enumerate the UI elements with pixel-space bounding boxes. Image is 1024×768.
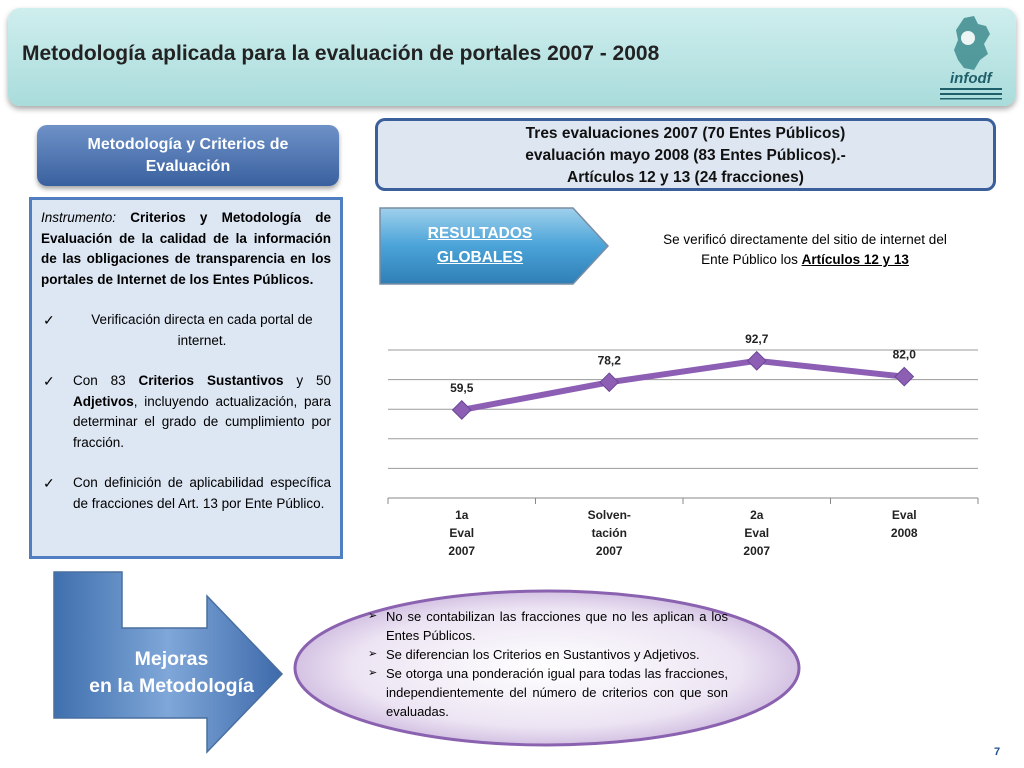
note-line1: Se verificó directamente del sitio de internet del <box>663 232 947 247</box>
list-item <box>41 310 331 351</box>
x-tick-label: 2007 <box>448 544 476 558</box>
checkmark-icon: ✓ <box>43 373 55 389</box>
x-tick-label: 1a <box>455 508 469 522</box>
list-item-text: Con definición de aplicabilidad específica de fracciones del Art. 13 por Ente Público. <box>73 475 331 511</box>
resultados-line1: RESULTADOS <box>427 225 533 242</box>
infodf-logo <box>934 14 1008 102</box>
instrument-paragraph <box>41 208 331 290</box>
list-item-text-pre: Con 83 <box>73 373 139 388</box>
data-point <box>600 373 618 391</box>
x-tick-label: Eval <box>891 508 917 522</box>
list-item <box>368 645 728 664</box>
arrow-bullet-icon: ➢ <box>368 648 378 660</box>
bullet-text: Se diferencian los Criterios en Sustantivos y Adjetivos. <box>386 647 700 662</box>
list-item <box>368 607 728 645</box>
x-tick-label: 2007 <box>595 544 623 558</box>
verification-note <box>625 230 985 270</box>
note-line2 <box>625 250 985 270</box>
data-label: 78,2 <box>597 353 621 368</box>
arrow-bullet-icon: ➢ <box>368 610 378 622</box>
x-tick-label: 2007 <box>743 544 771 558</box>
list-item <box>41 371 331 453</box>
mejoras-label <box>64 646 279 700</box>
methodology-panel <box>29 197 343 559</box>
list-item-text-mid: y 50 <box>283 373 331 388</box>
x-tick-label: Solven- <box>587 508 631 522</box>
resultados-globales-label <box>390 222 570 270</box>
page-number: 7 <box>994 746 1001 758</box>
x-tick-label: Eval <box>449 526 475 540</box>
instrument-text: Criterios y Metodología de Evaluación de la calidad de la información de las obligaciones de transparencia en los portales de Internet de los Entes Públicos. <box>41 210 331 287</box>
left-section-title <box>37 125 339 186</box>
data-label: 82,0 <box>892 347 916 362</box>
summary-line2: evaluación mayo 2008 (83 Entes Públicos).- <box>525 147 846 164</box>
left-title-line2: Evaluación <box>145 157 231 175</box>
summary-line1: Tres evaluaciones 2007 (70 Entes Públicos) <box>525 125 846 142</box>
x-tick-label: Eval <box>744 526 770 540</box>
checkmark-icon: ✓ <box>43 312 55 328</box>
list-item-text-post: , incluyendo actualización, para determinar el grado de cumplimiento por fracción. <box>73 393 331 450</box>
list-item-bold-adjetivos: Adjetivos <box>73 393 134 409</box>
data-label: 92,7 <box>745 331 769 346</box>
mejoras-line2: en la Metodología <box>89 675 254 697</box>
data-point <box>895 367 913 385</box>
improvements-list <box>368 607 728 721</box>
data-label: 59,5 <box>450 380 474 395</box>
mejoras-line1: Mejoras <box>134 648 209 670</box>
instrument-label: Instrumento: <box>41 210 117 225</box>
note-line2-bold: Artículos 12 y 13 <box>801 252 909 267</box>
resultados-line2: GLOBALES <box>436 249 524 266</box>
series-line <box>462 361 905 410</box>
left-title-line1: Metodología y Criterios de <box>87 135 289 153</box>
x-tick-label: tación <box>591 526 627 540</box>
x-tick-label: 2a <box>750 508 764 522</box>
list-item-bold-sustantivos: Criterios Sustantivos <box>138 373 284 388</box>
data-point <box>453 401 471 419</box>
list-item <box>368 664 728 721</box>
checkmark-icon: ✓ <box>43 475 55 491</box>
x-tick-label: 2008 <box>890 526 918 540</box>
data-point <box>748 352 766 370</box>
results-line-chart <box>380 330 980 570</box>
list-item <box>41 473 331 514</box>
arrow-bullet-icon: ➢ <box>368 667 378 679</box>
logo-text: infodf <box>950 70 992 87</box>
bullet-text: Se otorga una ponderación igual para todas las fracciones, independientemente del número de criterios con que son evaluadas. <box>386 666 728 719</box>
evaluations-summary-box <box>375 118 996 191</box>
summary-line3: Artículos 12 y 13 (24 fracciones) <box>567 169 804 186</box>
page-title: Metodología aplicada para la evaluación de portales 2007 - 2008 <box>22 42 660 65</box>
note-line2-text: Ente Público los <box>701 252 802 267</box>
bullet-text: No se contabilizan las fracciones que no les aplican a los Entes Públicos. <box>386 609 728 643</box>
list-item-text: Verificación directa en cada portal de internet. <box>91 312 313 348</box>
